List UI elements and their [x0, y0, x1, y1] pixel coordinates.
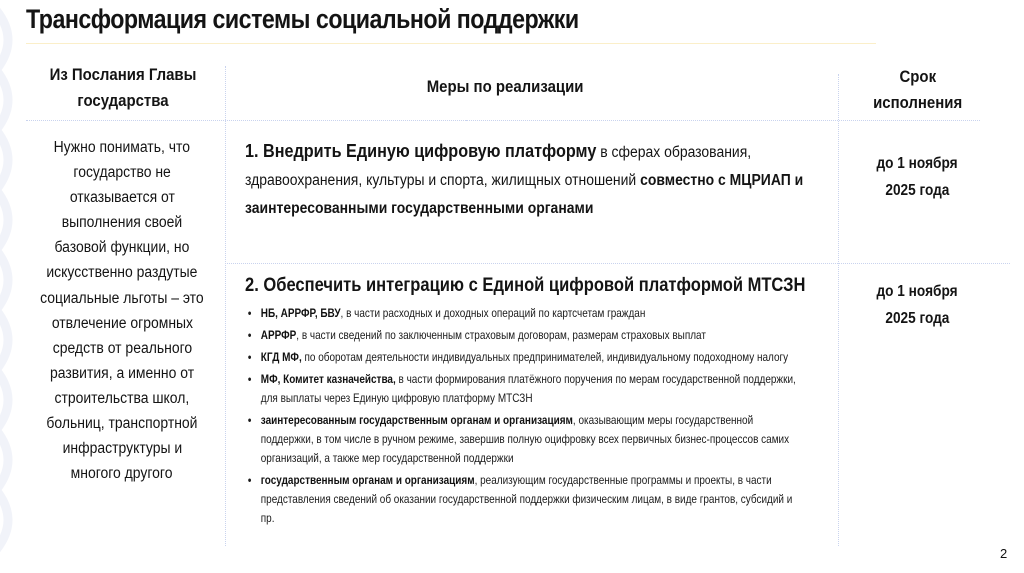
deadline-line2: 2025 года	[884, 182, 950, 199]
bullet-text: , в части расходных и доходных операций по картсчетам граждан	[340, 307, 646, 320]
header-message-label: Из Послания Главы государства	[49, 65, 197, 110]
president-quote	[24, 135, 220, 486]
list-item	[247, 304, 806, 323]
measure-2-title: 2. Обеспечить интеграцию с Единой цифровой платформой МТСЗН	[245, 275, 806, 296]
header-measures-label: Меры по реализации	[426, 77, 584, 96]
header-message	[28, 62, 218, 114]
quote-line: Нужно понимать, что	[53, 139, 191, 156]
header-deadline-line1: Срок	[899, 67, 937, 86]
measure-1-deadline	[862, 150, 972, 204]
bullet-text: , в части сведений по заключенным страховым договорам, размерам страховых выплат	[296, 329, 706, 342]
bullet-bold: государственным органам и организациям	[260, 474, 475, 487]
quote-line: социальные льготы – это	[40, 289, 204, 307]
bullet-bold: заинтересованным государственным органам и организациям	[260, 414, 573, 427]
header-measures	[300, 74, 710, 100]
quote-line: инфраструктуры и	[62, 440, 182, 458]
measure-1-bold-tail: совместно с МЦРИАП и заинтересованными государственными органами	[245, 172, 804, 217]
deadline-line1: до 1 ноября	[876, 283, 958, 300]
slide-title: Трансформация системы социальной поддержки	[26, 4, 579, 34]
bullet-bold: НБ, АРРФР, БВУ	[260, 307, 341, 320]
deadline-line1: до 1 ноября	[876, 155, 958, 172]
list-item	[247, 326, 806, 345]
quote-line: государство не	[73, 164, 171, 182]
bullet-text: , оказывающим меры государственной поддержки, в том числе в ручном режиме, завершив полную оцифровку всех первичных бизнес-процессов самих организаций, а также мер государственной поддержки	[260, 414, 790, 465]
column-divider-2	[838, 74, 839, 546]
quote-line: строительства школ,	[54, 389, 190, 407]
list-item	[247, 471, 806, 528]
list-item	[247, 411, 806, 468]
bullet-bold: АРРФР	[260, 329, 297, 342]
quote-line: базовой функции, но	[54, 239, 190, 257]
quote-line: больниц, транспортной	[46, 415, 198, 433]
measure-1	[245, 137, 835, 223]
deadline-line2: 2025 года	[884, 310, 950, 327]
column-divider-1	[225, 66, 226, 546]
measure-1-text: в сферах образования, здравоохранения, культуры и спорта, жилищных отношений	[245, 144, 752, 189]
measure-2-bullets	[247, 304, 837, 531]
header-deadline	[858, 64, 978, 116]
bullet-text: , реализующим государственные программы и проекты, в части представления сведений об оказании государственной поддержки физическим лицам, в виде грантов, субсидий и пр.	[260, 474, 793, 525]
quote-line: искусственно раздутые	[46, 264, 198, 282]
quote-line: многого другого	[71, 465, 173, 483]
bullet-text: в части формирования платёжного поручения по мерам государственной поддержки, для выплаты через Единую цифровую платформу МТСЗН	[260, 373, 796, 405]
quote-line: отказывается от	[69, 189, 175, 207]
quote-line: средств от реального	[52, 339, 192, 357]
row-divider	[225, 263, 1010, 264]
header-divider-right	[466, 120, 980, 121]
quote-line: выполнения своей	[61, 214, 183, 232]
measure-1-lead: 1. Внедрить Единую цифровую платформу	[245, 141, 597, 161]
header-divider-left	[26, 120, 466, 121]
quote-line: отвлечение огромных	[51, 314, 193, 332]
title-underline	[26, 43, 876, 44]
bullet-bold: КГД МФ,	[260, 351, 302, 364]
header-deadline-line2: исполнения	[873, 93, 963, 112]
bullet-text: по оборотам деятельности индивидуальных предпринимателей, индивидуальному подоходному налогу	[301, 351, 789, 364]
list-item	[247, 348, 806, 367]
list-item	[247, 370, 806, 408]
measure-2-deadline	[862, 278, 972, 332]
page-number: 2	[1000, 546, 1008, 561]
bullet-bold: МФ, Комитет казначейства,	[260, 373, 396, 386]
quote-line: развития, а именно от	[49, 364, 195, 382]
